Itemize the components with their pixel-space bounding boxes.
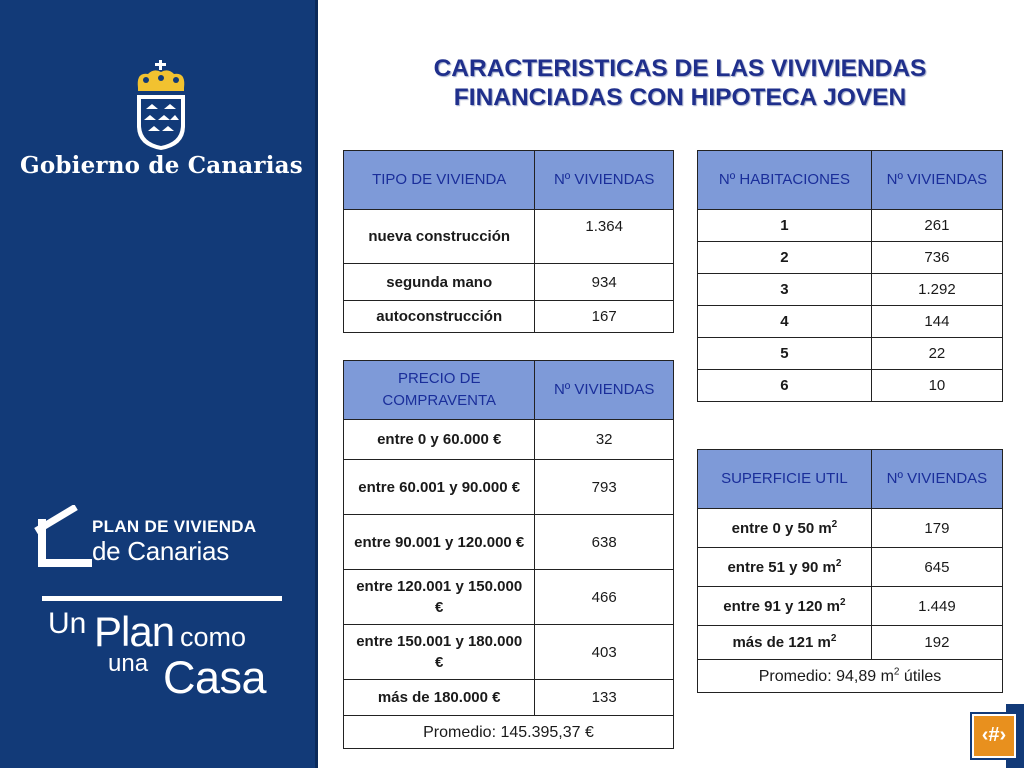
slogan-plan: Plan (94, 608, 175, 655)
table-header-row (344, 151, 674, 210)
slide-title-line1: CARACTERISTICAS DE LAS VIVIVIENDAS (433, 55, 927, 82)
row-value: 144 (871, 306, 1002, 338)
table-row (344, 515, 674, 570)
row-value: 403 (535, 625, 674, 680)
page-number-badge: ‹#› (972, 714, 1016, 758)
plan-title-line1: PLAN DE VIVIENDA (92, 517, 257, 536)
column-header: Nº VIVIENDAS (871, 151, 1002, 210)
row-label: entre 60.001 y 90.000 € (344, 460, 535, 515)
row-value: 934 (535, 264, 674, 301)
column-header: Nº VIVIENDAS (535, 361, 674, 420)
table-row (344, 570, 674, 625)
table-row (344, 680, 674, 716)
superficie-util-table (697, 449, 1003, 693)
table-row (698, 370, 1003, 402)
row-value: 638 (535, 515, 674, 570)
row-value: 32 (535, 420, 674, 460)
row-value: 10 (871, 370, 1002, 402)
row-label: nueva construcción (344, 210, 535, 264)
unit-superscript: 2 (840, 596, 846, 608)
row-label: entre 0 y 50 $m^2$ (698, 509, 872, 548)
row-label: entre 150.001 y 180.000 € (344, 625, 535, 680)
row-label: entre 120.001 y 150.000 € (344, 570, 535, 625)
average-surface: Promedio: 94,89 $m^2$ útiles (698, 660, 1003, 693)
column-header: SUPERFICIE UTIL (698, 450, 872, 509)
row-value: 466 (535, 570, 674, 625)
plan-divider (42, 596, 282, 601)
table-row (344, 460, 674, 515)
precio-compraventa-table (343, 360, 674, 749)
canarias-crest-icon (132, 60, 190, 150)
table-row (698, 548, 1003, 587)
table-row (698, 210, 1003, 242)
table-row (698, 626, 1003, 660)
row-value: 133 (535, 680, 674, 716)
row-label: 3 (698, 274, 872, 306)
column-header: Nº VIVIENDAS (871, 450, 1002, 509)
row-label: 2 (698, 242, 872, 274)
table-row (344, 420, 674, 460)
table-header-row (344, 361, 674, 420)
government-name: Gobierno de Canarias (20, 152, 303, 179)
unit-superscript: 2 (830, 633, 837, 644)
row-label: más de 121 $m^2$ (698, 626, 872, 660)
average-price: Promedio: 145.395,37 € (344, 716, 674, 749)
row-value: 179 (871, 509, 1002, 548)
slogan-como: como (180, 622, 247, 652)
house-logo-icon (32, 505, 92, 567)
row-label: entre 90.001 y 120.000 € (344, 515, 535, 570)
row-label: 4 (698, 306, 872, 338)
table-header-row (698, 151, 1003, 210)
row-label: 6 (698, 370, 872, 402)
table-row (698, 509, 1003, 548)
slide-title-line2: FINANCIADAS CON HIPOTECA JOVEN (453, 84, 907, 111)
row-value: 793 (535, 460, 674, 515)
slogan-una: una (108, 650, 149, 677)
row-value: 1.449 (871, 587, 1002, 626)
row-value: 192 (871, 626, 1002, 660)
table-row (698, 306, 1003, 338)
column-header: PRECIO DE COMPRAVENTA (344, 361, 535, 420)
row-label: autoconstrucción (344, 301, 535, 333)
table-row (344, 210, 674, 264)
unit-superscript: 2 (831, 518, 838, 530)
column-header: Nº HABITACIONES (698, 151, 872, 210)
table-row (698, 274, 1003, 306)
unit-superscript: 2 (835, 557, 842, 569)
table-footer-row (698, 660, 1003, 693)
row-label: segunda mano (344, 264, 535, 301)
row-value: 1.364 (535, 210, 674, 264)
slogan-un: Un (48, 607, 87, 640)
slide-title (340, 54, 1020, 112)
row-value: 645 (871, 548, 1002, 587)
row-value: 261 (871, 210, 1002, 242)
plan-title-line2: de Canarias (92, 536, 229, 566)
table-row (698, 338, 1003, 370)
row-label: más de 180.000 € (344, 680, 535, 716)
table-header-row (698, 450, 1003, 509)
unit-superscript: 2 (893, 666, 900, 678)
column-header: TIPO DE VIVIENDA (344, 151, 535, 210)
table-row (698, 242, 1003, 274)
row-label: entre 91 y 120 $m^2$ (698, 587, 872, 626)
table-row (344, 625, 674, 680)
table-row (344, 301, 674, 333)
slogan-casa: Casa (163, 652, 267, 703)
row-label: 1 (698, 210, 872, 242)
row-label: entre 0 y 60.000 € (344, 420, 535, 460)
row-value: 736 (871, 242, 1002, 274)
row-value: 1.292 (871, 274, 1002, 306)
habitaciones-table (697, 150, 1003, 402)
row-label: 5 (698, 338, 872, 370)
table-row (344, 264, 674, 301)
table-row (698, 587, 1003, 626)
tipo-vivienda-table (343, 150, 674, 333)
table-footer-row (344, 716, 674, 749)
row-label: entre 51 y 90 $m^2$ (698, 548, 872, 587)
row-value: 22 (871, 338, 1002, 370)
row-value: 167 (535, 301, 674, 333)
column-header: Nº VIVIENDAS (535, 151, 674, 210)
sidebar-panel (0, 0, 318, 768)
